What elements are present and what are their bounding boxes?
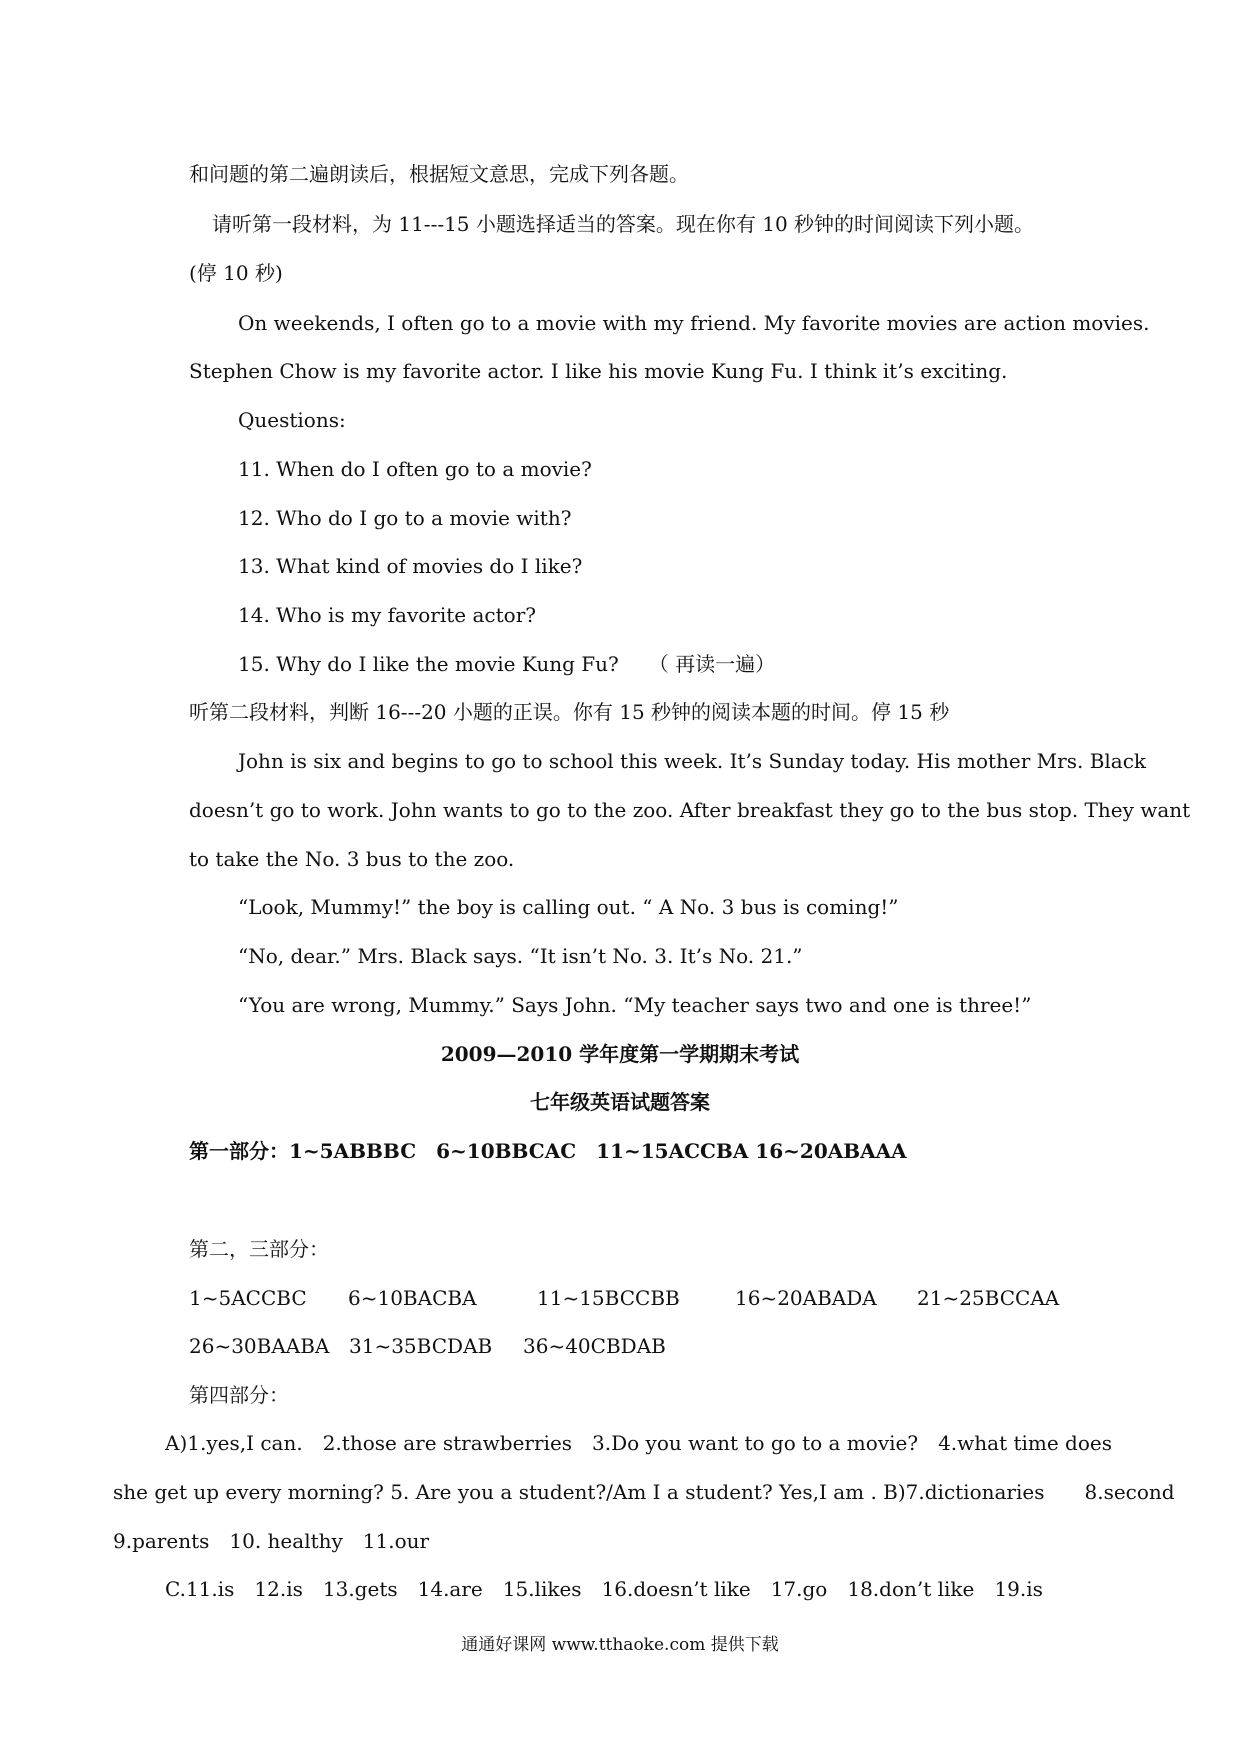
page-footer: 通通好课网 www.tthaoke.com 提供下载 — [461, 1635, 779, 1655]
part4-answers-line: C.11.is 12.is 13.gets 14.are 15.likes 16.doesn’t like 17.go 18.don’t like 19.is — [165, 1577, 1043, 1601]
question-item: 11. When do I often go to a movie? — [238, 457, 592, 481]
question-item: 13. What kind of movies do I like? — [238, 554, 583, 578]
answer-group: 16~20ABADA — [735, 1286, 877, 1310]
answer-group: 11~15BCCBB — [537, 1286, 680, 1310]
question-item: 14. Who is my favorite actor? — [238, 603, 536, 627]
question-item: 15. Why do I like the movie Kung Fu? （ 再读一遍） — [238, 652, 776, 676]
answer-group: 6~10BACBA — [348, 1286, 477, 1310]
part4-answers-line: 9.parents 10. healthy 11.our — [113, 1529, 430, 1553]
passage-line: “You are wrong, Mummy.” Says John. “My teacher says two and one is three!” — [238, 993, 1032, 1017]
answer-key-subtitle: 七年级英语试题答案 — [530, 1090, 710, 1114]
passage-line: John is six and begins to go to school this week. It’s Sunday today. His mother Mrs. Black — [238, 749, 1147, 773]
answer-group: 36~40CBDAB — [523, 1334, 666, 1358]
answer-group: 1~5ACCBC — [189, 1286, 307, 1310]
passage-line: Stephen Chow is my favorite actor. I like his movie Kung Fu. I think it’s exciting. — [189, 359, 1008, 383]
instruction-line: 听第二段材料，判断 16---20 小题的正误。你有 15 秒钟的阅读本题的时间。停 15 秒 — [189, 700, 950, 724]
answer-key-title: 2009—2010 学年度第一学期期末考试 — [440, 1042, 800, 1066]
passage-line: On weekends, I often go to a movie with my friend. My favorite movies are action movies. — [238, 311, 1150, 335]
instruction-line: 和问题的第二遍朗读后，根据短文意思，完成下列各题。 — [189, 162, 689, 186]
answer-group: 31~35BCDAB — [349, 1334, 493, 1358]
question-item: 12. Who do I go to a movie with? — [238, 506, 572, 530]
part4-answers-line: A)1.yes,I can. 2.those are strawberries 3.Do you want to go to a movie? 4.what time does — [165, 1431, 1113, 1455]
passage-line: “Look, Mummy!” the boy is calling out. “ A No. 3 bus is coming!” — [238, 895, 899, 919]
passage-line: “No, dear.” Mrs. Black says. “It isn’t No. 3. It’s No. 21.” — [238, 944, 803, 968]
pause-note: (停 10 秒) — [189, 261, 283, 285]
part23-label: 第二，三部分： — [189, 1237, 329, 1261]
answer-group: 26~30BAABA — [189, 1334, 330, 1358]
part1-answers: 第一部分：1~5ABBBC 6~10BBCAC 11~15ACCBA 16~20ABAAA — [189, 1139, 907, 1163]
passage-line: doesn’t go to work. John wants to go to the zoo. After breakfast they go to the bus stop. They want — [189, 798, 1191, 822]
instruction-line: 请听第一段材料，为 11---15 小题选择适当的答案。现在你有 10 秒钟的时间阅读下列小题。 — [212, 212, 1035, 236]
questions-heading: Questions: — [238, 408, 346, 432]
answer-group: 21~25BCCAA — [917, 1286, 1060, 1310]
part4-label: 第四部分： — [189, 1383, 289, 1407]
part4-answers-line: she get up every morning? 5. Are you a student?/Am I a student? Yes,I am . B)7.dictionaries 8.second — [113, 1480, 1175, 1504]
passage-line: to take the No. 3 bus to the zoo. — [189, 847, 515, 871]
